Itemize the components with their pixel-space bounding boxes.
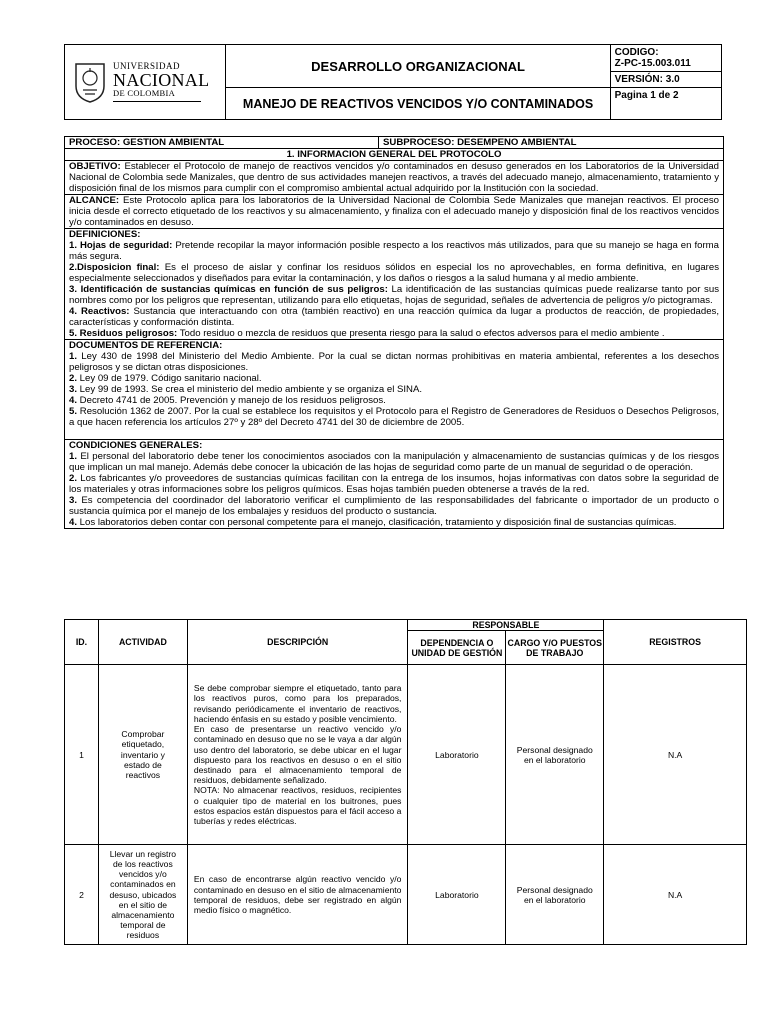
condition-item: 3. Es competencia del coordinador del laboratorio verificar el cumplimiento de las responsabilidades del fabricante o importador de un producto o sustancia química por el manejo de los embalajes y residuos del producto o sustancia. [69, 495, 719, 517]
table-row [65, 665, 747, 845]
conditions-block [65, 440, 723, 528]
scope-text: Este Protocolo aplica para los laboratorios de la Universidad Nacional de Colombia Sede Manizales que manejan reactivos. El proceso inicia desde el correcto etiquetado de los reactivos y su almacenamiento, y finaliza con el adecuado manejo y disposición final de los reactivos vencidos y/o contaminados en desuso. [69, 195, 719, 228]
row-records: N.A [604, 665, 747, 845]
row-position: Personal designado en el laboratorio [506, 845, 604, 945]
col-header-position: CARGO Y/O PUESTOS DE TRABAJO [506, 631, 604, 665]
definitions-block [65, 229, 723, 340]
definitions-label: DEFINICIONES: [69, 229, 141, 240]
row-id: 1 [65, 665, 99, 845]
conditions-label: CONDICIONES GENERALES: [69, 440, 203, 451]
row-position: Personal designado en el laboratorio [506, 665, 604, 845]
row-records: N.A [604, 845, 747, 945]
col-header-records: REGISTROS [604, 620, 747, 665]
document-title: DESARROLLO ORGANIZACIONAL [226, 45, 610, 88]
definition-item: 2.Disposicion final: Es el proceso de aislar y confinar los residuos sólidos en especial los no aprovechables, en forma definitiva, en lugares especialmente seleccionados y diseñados para evitar la contaminación, y los daños o riesgos a la salud humana y al medio ambiente. [69, 262, 719, 284]
university-logo [65, 54, 225, 110]
condition-item: 2. Los fabricantes y/o proveedores de sustancias químicas facilitan con la entrega de los insumos, hojas informativas con datos sobre la seguridad de los materiales y otras informaciones sobre los peligros químicos. Esas hojas también pueden obtenerse a través de la red. [69, 473, 719, 495]
logo-cell [65, 45, 226, 120]
process-row [65, 137, 723, 149]
condition-item: 1. El personal del laboratorio debe tener los conocimientos asociados con la manipulación y almacenamiento de sustancias químicas y de los riesgos que implican un mal manejo. Además debe conocer la ubicación de las hojas de seguridad como parte de un manual de seguridad o de operación. [69, 451, 719, 473]
definition-item: 5. Residuos peligrosos: Todo residuo o mezcla de residuos que presenta riesgo para la salud o efectos adversos para el medio ambiente . [69, 328, 665, 339]
scope-block [65, 195, 723, 229]
university-seal-icon [73, 60, 107, 104]
code-value: Z-PC-15.003.011 [614, 58, 691, 69]
condition-item: 4. Los laboratorios deben contar con personal competente para el manejo, clasificación, tratamiento y disposición final de sustancias químicas. [69, 517, 677, 528]
definition-item: 4. Reactivos: Sustancia que interactuando con otra (también reactivo) en una reacción química da lugar a productos de reacción, de propiedades, características y conformación distinta. [69, 306, 719, 328]
references-block [65, 340, 723, 440]
col-header-id: ID. [65, 620, 99, 665]
row-id: 2 [65, 845, 99, 945]
row-description: En caso de encontrarse algún reactivo vencido y/o contaminado en desuso en el sitio de almacenamiento temporal de residuos, debe ser registrado en algún medio físico o magnético. [187, 845, 408, 945]
scope-label: ALCANCE: [69, 195, 120, 206]
definition-item: 1. Hojas de seguridad: Pretende recopilar la mayor información posible respecto a los reactivos más utilizados, para que su manejo se haga en forma más segura. [69, 240, 719, 262]
references-label: DOCUMENTOS DE REFERENCIA: [69, 340, 223, 351]
col-header-responsible: RESPONSABLE [408, 620, 604, 631]
code-cell [610, 45, 721, 88]
code-label: CODIGO: [614, 47, 659, 58]
activities-table [64, 619, 747, 945]
table-row [65, 845, 747, 945]
process-label: PROCESO: GESTION AMBIENTAL [65, 137, 379, 148]
reference-item: 1. Ley 430 de 1998 del Ministerio del Medio Ambiente. Por la cual se dictan normas prohibitivas en materia ambiental, referentes a los desechos peligrosos y se dictan otras disposiciones. [69, 351, 719, 373]
col-header-dependency: DEPENDENCIA O UNIDAD DE GESTIÓN [408, 631, 506, 665]
logo-line-2: NACIONAL [113, 70, 210, 91]
reference-item: 2. Ley 09 de 1979. Código sanitario nacional. [69, 373, 262, 384]
col-header-activity: ACTIVIDAD [98, 620, 187, 665]
row-activity: Comprobar etiquetado, inventario y estado de reactivos [98, 665, 187, 845]
document-header [64, 44, 722, 120]
logo-line-1: UNIVERSIDAD [113, 61, 180, 72]
reference-item: 3. Ley 99 de 1993. Se crea el ministerio del medio ambiente y se organiza el SINA. [69, 384, 423, 395]
version-label: VERSIÓN: 3.0 [611, 71, 721, 85]
page-number: Pagina 1 de 2 [610, 88, 721, 120]
objective-label: OBJETIVO: [69, 161, 121, 172]
col-header-description: DESCRIPCIÓN [187, 620, 408, 665]
reference-item: 4. Decreto 4741 de 2005. Prevención y manejo de los residuos peligrosos. [69, 395, 386, 406]
row-dependency: Laboratorio [408, 665, 506, 845]
objective-text: Establecer el Protocolo de manejo de reactivos vencidos y/o contaminados en desuso generados en los Laboratorios de la Universidad Nacional de Colombia sede Manizales, que dentro de sus actividades manejen reactivos, a través del adecuado manejo, almacenamiento, tratamiento y disposición final de los mismos para cumplir con el compromiso ambiental actual adquirido por la Institución con la sociedad. [69, 161, 719, 194]
logo-divider [113, 101, 201, 102]
definition-item: 3. Identificación de sustancias químicas en función de sus peligros: La identificación de las sustancias químicas puede realizarse tanto por sus nombres como por los peligros que representan, utilizando para ello etiquetas, hojas de seguridad, señales de advertencia de peligros y/o pictogramas. [69, 284, 719, 306]
objective-block [65, 161, 723, 195]
row-dependency: Laboratorio [408, 845, 506, 945]
row-description: Se debe comprobar siempre el etiquetado, tanto para los reactivos puros, como para los preparados, revisando periódicamente el inventario de reactivos, haciendo énfasis en su estado y posible vencimiento. En caso de presentarse un reactivo vencido y/o contaminado en desuso que no se le vaya a dar algún uso dentro del laboratorio, se debe ubicar en el lugar dispuesto para los reactivos en desuso o en el sitio destinado para el almacenamiento temporal de residuos, debidamente señalizado. NOTA: No almacenar reactivos, residuos, recipientes o cualquier tipo de material en los buitrones, pues estos espacios están dispuestos para el fácil acceso a tuberías y redes eléctricas. [187, 665, 408, 845]
logo-line-3: DE COLOMBIA [113, 88, 176, 99]
row-activity: Llevar un registro de los reactivos vencidos y/o contaminados en desuso, ubicados en el sitio de almacenamiento temporal de residuos [98, 845, 187, 945]
subprocess-label: SUBPROCESO: DESEMPENO AMBIENTAL [383, 137, 577, 148]
document-subtitle: MANEJO DE REACTIVOS VENCIDOS Y/O CONTAMINADOS [226, 88, 610, 120]
protocol-info [64, 136, 724, 529]
section-title: 1. INFORMACION GENERAL DEL PROTOCOLO [65, 149, 723, 161]
reference-item: 5. Resolución 1362 de 2007. Por la cual se establece los requisitos y el Protocolo para el Registro de Generadores de Residuos o Desechos Peligrosos, a que hacen referencia los artículos 27º y 28º del Decreto 4741 del 30 de diciembre de 2005. [69, 406, 719, 428]
